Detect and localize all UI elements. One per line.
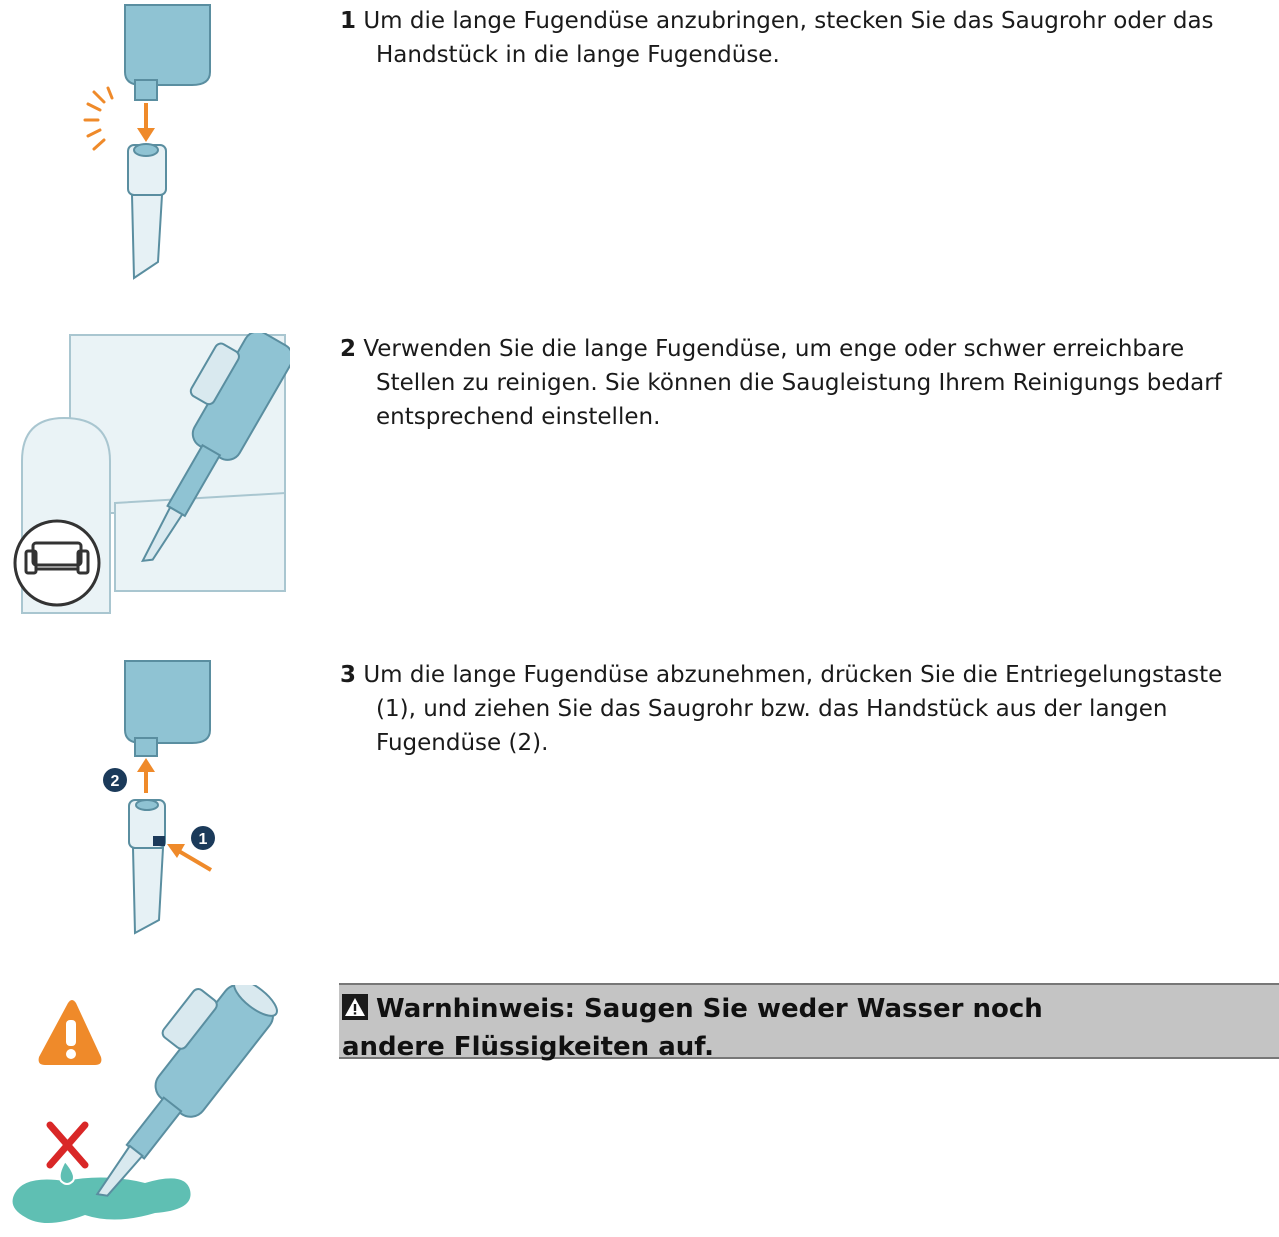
water-puddle xyxy=(13,1177,191,1223)
crevice-nozzle xyxy=(132,195,162,278)
step-line: entsprechend einstellen. xyxy=(376,404,661,430)
step-number: 1 xyxy=(340,8,357,34)
warning-text: Warnhinweis: Saugen Sie weder Wasser noch andere Flüssigkeiten auf. xyxy=(342,994,1043,1062)
svg-text:2: 2 xyxy=(110,773,120,790)
arrow-down-icon xyxy=(137,128,155,142)
step-number: 3 xyxy=(340,662,357,688)
handheld-neck xyxy=(135,80,157,100)
click-spark-icon xyxy=(85,88,112,149)
arrow-up-icon xyxy=(137,758,155,772)
step-3-text xyxy=(340,658,1240,760)
release-button xyxy=(153,836,165,846)
water-drop-icon xyxy=(60,1161,74,1184)
step-line: Stellen zu reinigen. Sie können die Saugleistung Ihrem Reinigungs bedarf xyxy=(376,370,1222,396)
illustration-use-sofa xyxy=(0,333,290,618)
step-line: Handstück in die lange Fugendüse. xyxy=(376,42,780,68)
sofa-seat xyxy=(115,493,285,591)
warning-small-icon xyxy=(342,994,368,1020)
illustration-detach-nozzle xyxy=(95,658,235,938)
warning-box xyxy=(339,983,1279,1062)
step-number: 2 xyxy=(340,336,357,362)
illustration-attach-nozzle xyxy=(80,0,230,285)
step-line: Um die lange Fugendüse abzunehmen, drücken Sie die Entriegelungstaste xyxy=(363,662,1223,688)
warning-triangle-icon xyxy=(39,1000,102,1065)
sofa-badge xyxy=(15,521,99,605)
step-line: Verwenden Sie die lange Fugendüse, um enge oder schwer erreichbare xyxy=(363,336,1185,362)
warning-text-block xyxy=(342,990,1142,1066)
illustration-no-liquids xyxy=(5,985,285,1235)
step-2-text xyxy=(340,332,1240,434)
step-1-text xyxy=(340,4,1240,72)
handheld-body xyxy=(125,661,210,743)
handheld-body xyxy=(125,5,210,85)
step-line: Um die lange Fugendüse anzubringen, stecken Sie das Saugrohr oder das xyxy=(363,8,1214,34)
step-line: (1), und ziehen Sie das Saugrohr bzw. das Handstück aus der langen xyxy=(376,696,1168,722)
cross-icon xyxy=(50,1125,85,1165)
svg-text:1: 1 xyxy=(198,831,208,848)
step-line: Fugendüse (2). xyxy=(376,730,549,756)
